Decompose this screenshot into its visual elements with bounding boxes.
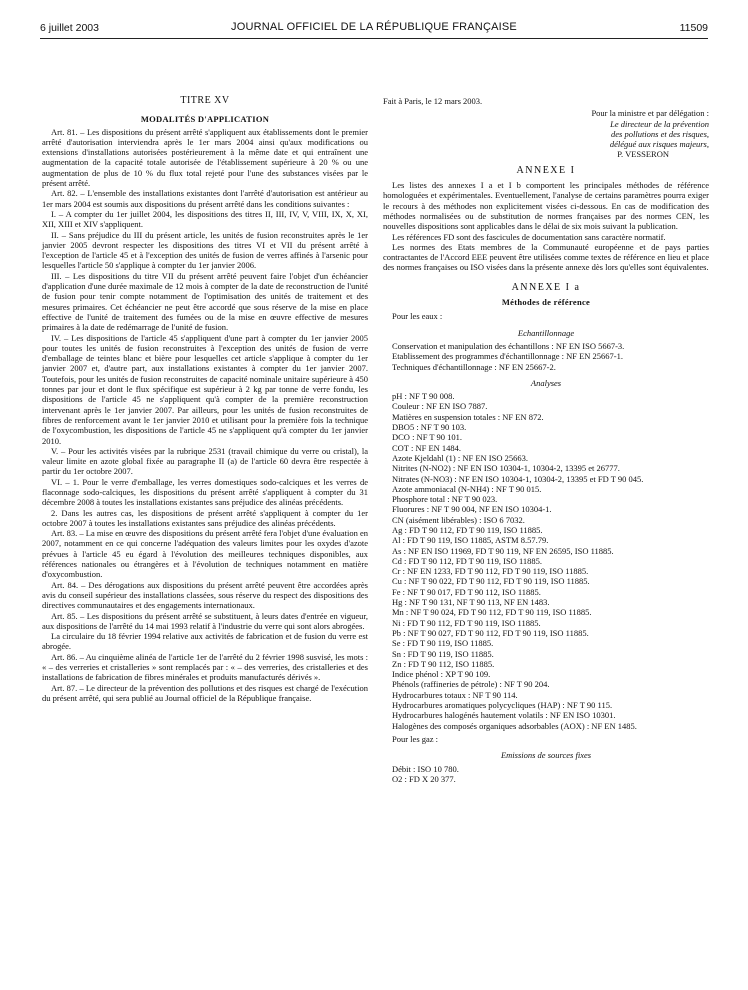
method-entry: CN (aisément libérables) : ISO 6 7032.: [392, 514, 525, 525]
signatory-name: P. VESSERON: [617, 149, 669, 160]
method-entry: Halogènes des composés organiques adsorbables (AOX) : NF EN 1485.: [392, 720, 637, 731]
article-paragraph: V. – Pour les activités visées par la rubrique 2531 (travail chimique du verre ou cristal), la valeur limite en azote global fixée au paragraphe II (a) de l'article 60 devra être respectée à partir du 1er octobre 2007.: [42, 445, 368, 477]
analyses-heading: Analyses: [530, 377, 562, 388]
left-paragraphs: [42, 127, 368, 704]
annexe-paragraph: Les références FD sont des fascicules de documentation sans caractère normatif.: [392, 231, 666, 242]
annexe-paragraph: Les listes des annexes I a et I b comportent les principales méthodes de référence homologuées et expérimentales. Eventuellement, l'analyse de certains paramètres pourra exiger le recours à des méthodes non explicitement visées ci-dessous. En cas de modification des méthodes normalisées ou de substitution de normes françaises par des normes CEN, les nouvelles dispositions sont applicables dans le délai de six mois suivant la publication.: [383, 180, 709, 232]
article-paragraph: II. – Sans préjudice du III du présent article, les unités de fusion reconstruites après le 1er janvier 2005 devront respecter les dispositions des titres VI et VII du présent arrêté à l'exception de l'article 45 et à l'exception des unités de fusion de verres affinés à l'arsenic pour lesquelles l'article 50 s'applique à compter du 1er janvier 2006.: [42, 229, 368, 271]
section-subtitle: MODALITÉS D'APPLICATION: [140, 114, 270, 125]
method-entry: Conservation et manipulation des échantillons : NF EN ISO 5667-3.: [392, 340, 625, 351]
left-column: [42, 96, 368, 703]
article-paragraph: La circulaire du 18 février 1994 relative aux activités de fabrication et de fusion du verre est abrogée.: [42, 631, 368, 652]
method-entry: Cd : FD T 90 112, FD T 90 119, ISO 11885.: [392, 555, 543, 566]
method-entry: COT : NF EN 1484.: [392, 442, 462, 453]
method-entry: Ni : FD T 90 112, FD T 90 119, ISO 11885.: [392, 617, 541, 628]
method-entry: Techniques d'échantillonnage : NF EN 25667-2.: [392, 361, 556, 372]
method-entry: Etablissement des programmes d'échantillonnage : NF EN 25667-1.: [392, 351, 623, 362]
method-entry: Cu : NF T 90 022, FD T 90 112, FD T 90 119, ISO 11885.: [392, 576, 590, 587]
method-entry: Nitrates (N-NO3) : NF EN ISO 10304-1, 10304-2, 13395 et FD T 90 045.: [392, 473, 644, 484]
signature-line: des pollutions et des risques,: [611, 128, 709, 139]
method-entry: Indice phénol : XP T 90 109.: [392, 669, 491, 680]
article-paragraph: Art. 86. – Au cinquième alinéa de l'article 1er de l'arrêté du 2 février 1998 susvisé, les mots : « – des verreries et cristalleries » sont remplacés par : « – des verreries, des cristalleries et des installations de fabrication de fibres minérales et produits manufacturés dérivés ».: [42, 651, 368, 683]
titre-heading: TITRE XV: [180, 95, 230, 106]
method-entry: Phénols (raffineries de pétrole) : NF T 90 204.: [392, 679, 550, 690]
article-paragraph: IV. – Les dispositions de l'article 45 s'appliquent d'une part à compter du 1er janvier 2005 pour toutes les unités de fusion reconstruites à l'exception des unités de fusion de verre d'emballage de teintes blanc et bière pour lesquelles cet article s'applique à compter du 1er janvier 2007 et, d'autre part, aux installations existantes à compter du 1er janvier 2007. Toutefois, pour les unités de fusion reconstruites de capacité nominale unitaire supérieure à 450 tonnes par jour et dont le flux spécifique est supérieur à 2 kg par tonne de verre fondu, les dispositions de l'article 45 ne s'appliquent qu'à compter de la première reconstruction intervenant après le 1er janvier 2007. Par ailleurs, pour les unités de fusion reconstruites de fibres de renforcement avant le 1er janvier 2010 et utilisant pour la première fois la technique de l'oxycombustion, les dispositions de l'article 45 ne s'appliquent qu'à compter du 1er janvier 2010.: [42, 332, 368, 446]
method-entry: O2 : FD X 20 377.: [392, 773, 456, 784]
signature-line: délégué aux risques majeurs,: [609, 139, 709, 150]
method-entry: Phosphore total : NF T 90 023.: [392, 494, 498, 505]
article-paragraph: VI. – 1. Pour le verre d'emballage, les verres domestiques sodo-calciques et les verres de flaconnage sodo-calciques, les dispositions du présent arrêté s'appliquent à compter du 31 décembre 2008 à toutes les installations existantes sans préjudice des alinéas précédents.: [42, 476, 368, 508]
signature-line: Le directeur de la prévention: [610, 118, 709, 129]
method-entry: Débit : ISO 10 780.: [392, 763, 459, 774]
annexe-paragraphs: [383, 180, 709, 273]
article-paragraph: Art. 87. – Le directeur de la prévention des pollutions et des risques est chargé de l'exécution du présent arrêté, qui sera publié au Journal officiel de la République française.: [42, 682, 368, 703]
method-entry: Ag : FD T 90 112, FD T 90 119, ISO 11885.: [392, 524, 543, 535]
method-entry: Azote ammoniacal (N-NH4) : NF T 90 015.: [392, 483, 542, 494]
header-page-number: 11509: [679, 22, 708, 34]
article-paragraph: 2. Dans les autres cas, les dispositions de présent arrêté s'appliquent à compter du 1er octobre 2007 à toutes les installations existantes sans préjudice des alinéas précédents.: [42, 507, 368, 528]
method-entry: DBO5 : NF T 90 103.: [392, 422, 467, 433]
echantillonnage-list: [383, 341, 709, 372]
header-journal: JOURNAL OFFICIEL DE LA RÉPUBLIQUE FRANÇAISE: [231, 21, 517, 33]
pour-eaux: Pour les eaux :: [392, 311, 443, 322]
method-entry: Mn : NF T 90 024, FD T 90 112, FD T 90 119, ISO 11885.: [392, 607, 592, 618]
header-date: 6 juillet 2003: [40, 22, 99, 34]
article-paragraph: Art. 84. – Des dérogations aux dispositions du présent arrêté peuvent être accordées après avis du conseil supérieur des installations classées, sous réserve du respect des dispositions des directives communautaires et des engagements internationaux.: [42, 579, 368, 611]
article-paragraph: Art. 82. – L'ensemble des installations existantes dont l'arrêté d'autorisation est antérieur au 1er mars 2004 est soumis aux dispositions du présent arrêté dans les conditions suivantes :: [42, 188, 368, 209]
article-paragraph: III. – Les dispositions du titre VII du présent arrêté peuvent faire l'objet d'un échéancier d'application d'une durée maximale de 12 mois à compter de la date de reconstruction de l'unité de fusion pour tenir compte notamment de l'optimisation des unités de traitement et des mesures primaires. Cet échéancier ne peut être accordé que sous réserve de la mise en place effective de l'unité de traitement des fumées ou de la mise en œuvre effective de mesures primaires à la date de redémarrage de l'unité de fusion.: [42, 270, 368, 333]
analyses-list: [383, 391, 709, 731]
method-entry: Nitrites (N-NO2) : NF EN ISO 10304-1, 10304-2, 13395 et 26777.: [392, 463, 620, 474]
fait-line: Fait à Paris, le 12 mars 2003.: [383, 96, 483, 106]
article-paragraph: Art. 83. – La mise en œuvre des dispositions du présent arrêté fera l'objet d'une évaluation en 2007, notamment en ce qui concerne l'adéquation des valeurs limites pour les oxydes d'azote prévues à l'article 45 eu égard à l'évolution des meilleures techniques disponibles, aux références nationales ou étrangères et à l'évolution de techniques notamment en matière d'oxycombustion.: [42, 528, 368, 580]
article-paragraph: Art. 85. – Les dispositions du présent arrêté se substituent, à leurs dates d'entrée en vigueur, aux dispositions de l'arrêté du 14 mai 1993 relatif à l'industrie du verre qui sont alors abrogées.: [42, 610, 368, 631]
method-entry: Hydrocarbures halogénés hautement volatils : NF EN ISO 10301.: [392, 710, 616, 721]
method-entry: Hydrocarbures aromatiques polycycliques (HAP) : NF T 90 115.: [392, 700, 613, 711]
method-entry: Pb : NF T 90 027, FD T 90 112, FD T 90 119, ISO 11885.: [392, 627, 589, 638]
article-paragraph: Art. 81. – Les dispositions du présent arrêté s'appliquent aux établissements dont le premier arrêté d'autorisation interviendra après le 1er mars 2004 ainsi qu'aux modifications ou extensions d'installations autorisées postérieurement à la même date et qui entraînent une augmentation de la capacité totale autorisée de l'établissement supérieure à 20 % ou une augmentation de plus de 10 % du flux total rejeté pour l'une des substances visées par le présent arrêté.: [42, 126, 368, 189]
method-entry: pH : NF T 90 008.: [392, 391, 455, 402]
article-paragraph: I. – A compter du 1er juillet 2004, les dispositions des titres II, III, IV, V, VIII, IX, X, XI, XII, XIII et XIV s'appliquent.: [42, 208, 368, 230]
annexe-1a-heading: ANNEXE I a: [511, 281, 581, 293]
method-entry: DCO : NF T 90 101.: [392, 432, 463, 443]
signature-line: Pour la ministre et par délégation :: [591, 108, 709, 119]
method-entry: Azote Kjeldahl (1) : NF EN ISO 25663.: [392, 452, 528, 463]
right-column: [383, 96, 709, 784]
emissions-list: [383, 764, 709, 785]
method-entry: Al : FD T 90 119, ISO 11885, ASTM 8.57.79.: [392, 535, 549, 546]
signature-block: [383, 108, 709, 159]
methodes-heading: Méthodes de référence: [501, 297, 591, 308]
header-rule: [40, 38, 708, 39]
method-entry: Fe : NF T 90 017, FD T 90 112, ISO 11885.: [392, 586, 541, 597]
method-entry: Matières en suspension totales : NF EN 872.: [392, 411, 544, 422]
emissions-heading: Emissions de sources fixes: [500, 750, 592, 761]
pour-gaz: Pour les gaz :: [392, 733, 439, 744]
annexe-paragraph: Les normes des Etats membres de la Communauté européenne et de pays parties contractantes de l'Accord EEE peuvent être utilisées comme textes de référence en lieu et place des normes françaises ou ISO visées dans la présente annexe dès lors qu'elles sont équivalentes.: [383, 241, 709, 273]
method-entry: Hg : NF T 90 131, NF T 90 113, NF EN 1483.: [392, 597, 550, 608]
method-entry: Zn : FD T 90 112, ISO 11885.: [392, 658, 495, 669]
annexe-heading: ANNEXE I: [516, 164, 576, 176]
method-entry: Se : FD T 90 119, ISO 11885.: [392, 638, 494, 649]
method-entry: Cr : NF EN 1233, FD T 90 112, FD T 90 119, ISO 11885.: [392, 566, 589, 577]
method-entry: Couleur : NF EN ISO 7887.: [392, 401, 488, 412]
page-header: [40, 20, 708, 38]
method-entry: As : NF EN ISO 11969, FD T 90 119, NF EN 26595, ISO 11885.: [392, 545, 614, 556]
method-entry: Hydrocarbures totaux : NF T 90 114.: [392, 689, 518, 700]
method-entry: Fluorures : NF T 90 004, NF EN ISO 10304-1.: [392, 504, 552, 515]
echantillonnage-heading: Echantillonnage: [517, 327, 575, 338]
method-entry: Sn : FD T 90 119, ISO 11885.: [392, 648, 494, 659]
